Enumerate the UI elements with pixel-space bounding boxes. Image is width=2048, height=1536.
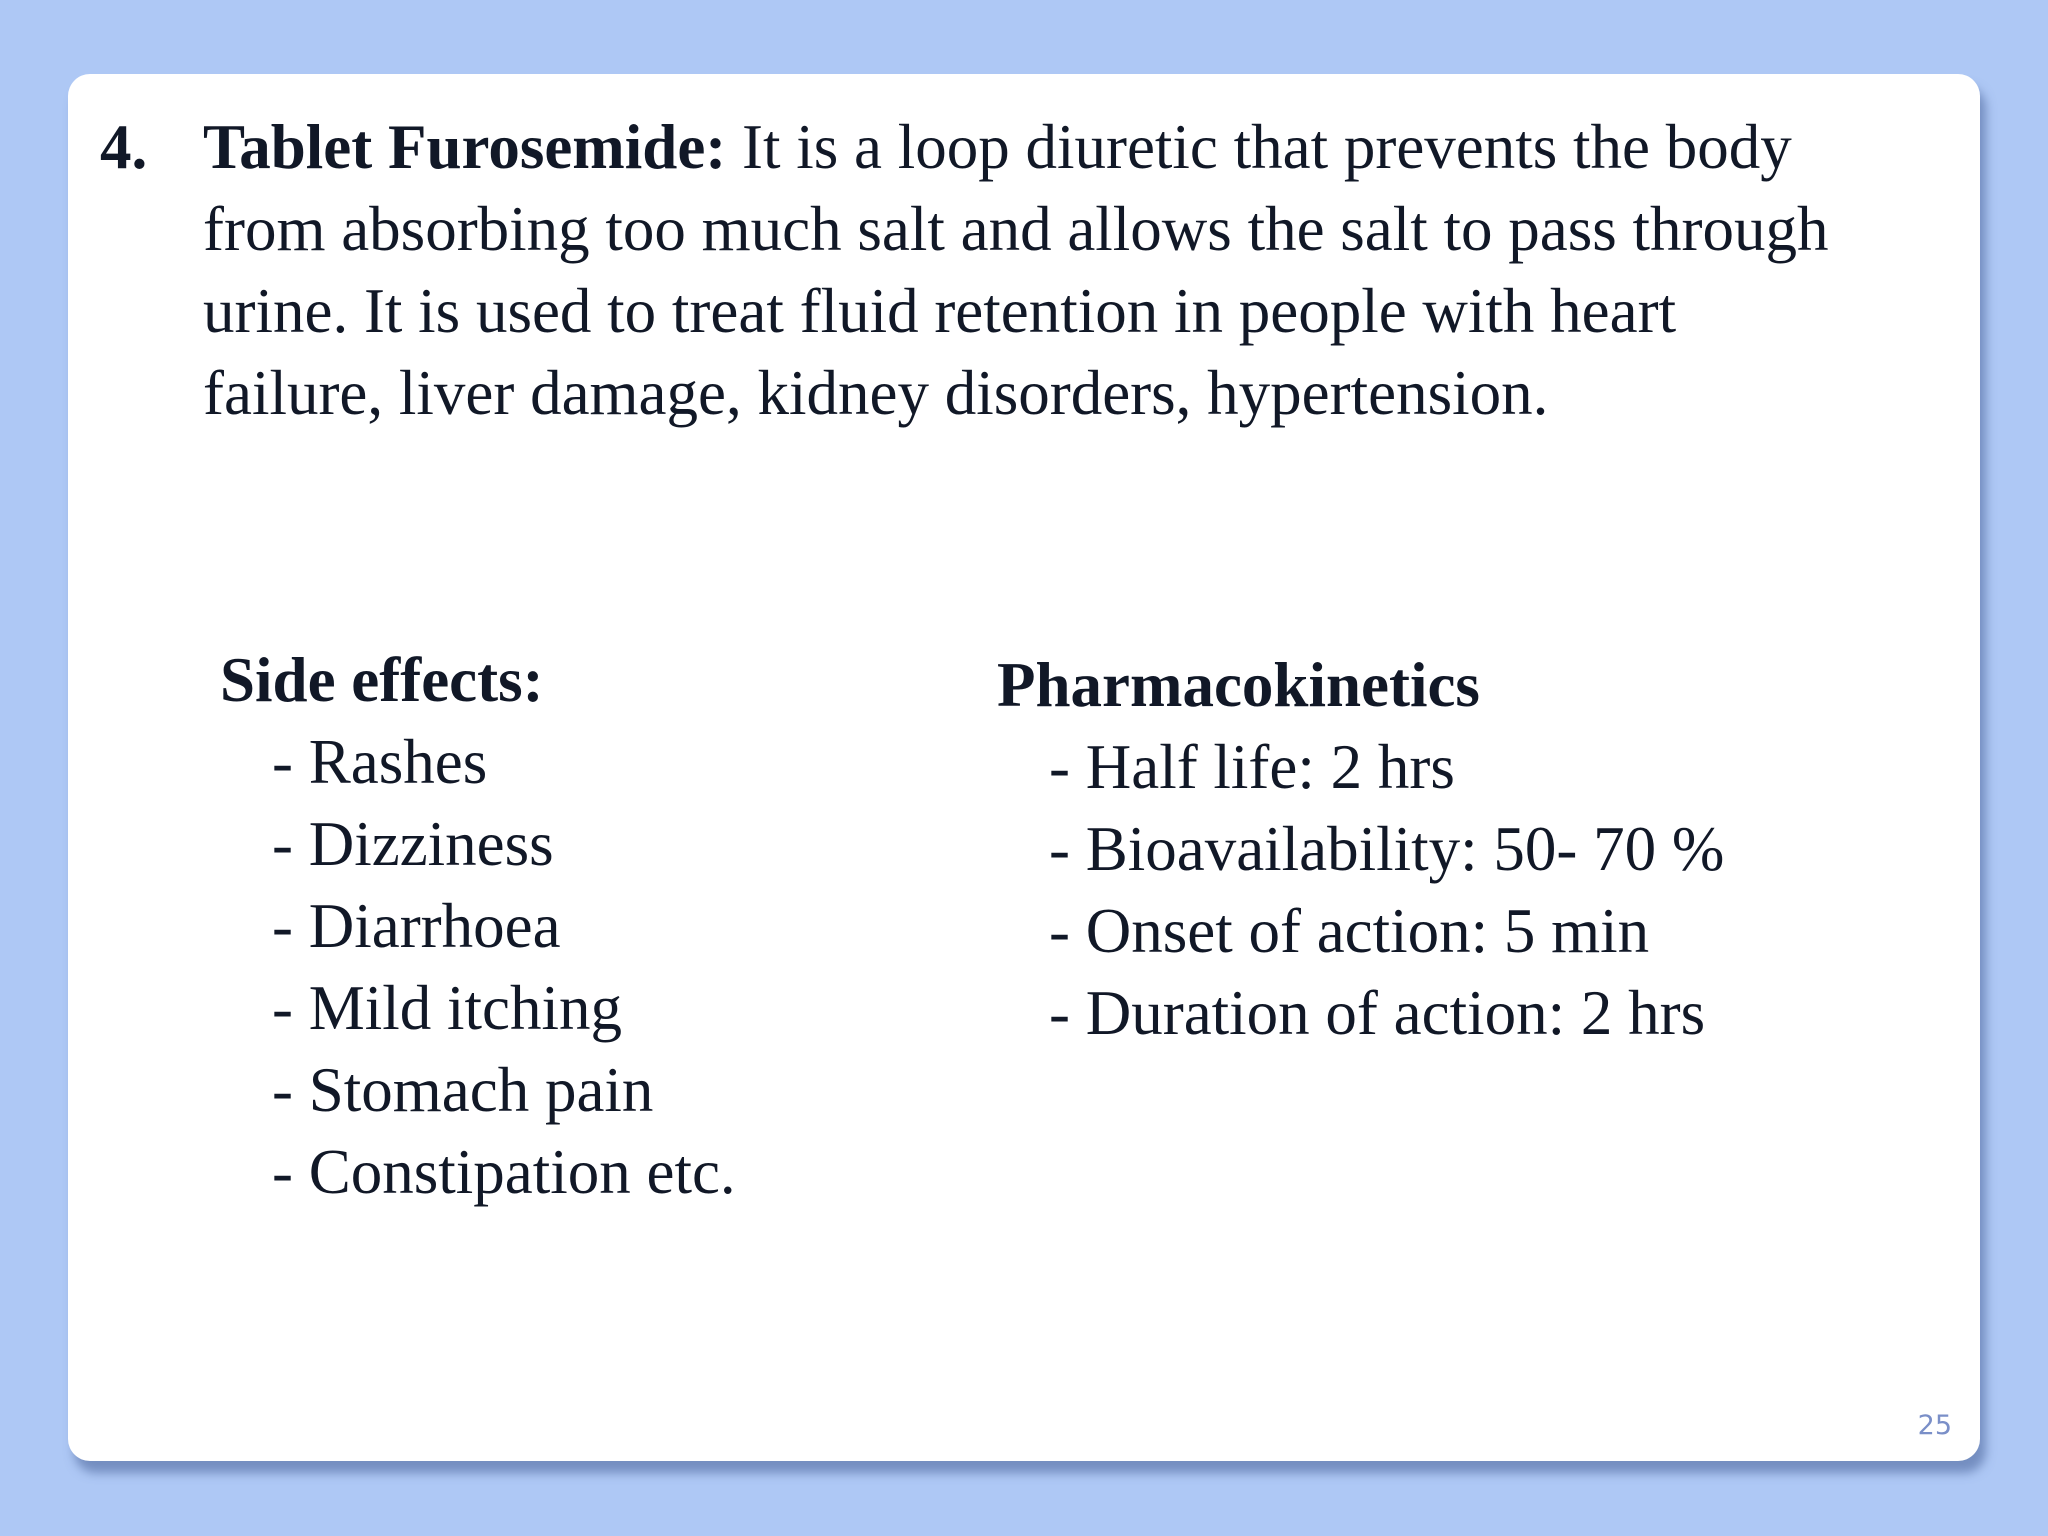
- list-item: - Stomach pain: [272, 1055, 654, 1125]
- item-number: 4.: [100, 112, 148, 182]
- list-item: - Constipation etc.: [272, 1137, 736, 1207]
- slide-card: [68, 74, 1980, 1461]
- pharmacokinetics-section: [997, 644, 1897, 1054]
- pharmacokinetics-heading: Pharmacokinetics: [997, 650, 1480, 720]
- pharmacokinetics-list: [997, 726, 1897, 1054]
- list-item: - Dizziness: [272, 809, 554, 879]
- side-effects-section: [220, 639, 920, 1213]
- drug-item: [100, 106, 1860, 434]
- item-body: [203, 106, 1860, 434]
- list-item: - Duration of action: 2 hrs: [1049, 978, 1706, 1048]
- side-effects-list: [220, 721, 920, 1213]
- slide-number: 25: [1917, 1410, 1952, 1441]
- list-item: - Half life: 2 hrs: [1049, 732, 1455, 802]
- list-item: - Mild itching: [272, 973, 622, 1043]
- list-item: - Diarrhoea: [272, 891, 561, 961]
- drug-description: It is a loop diuretic that prevents the body from absorbing too much salt and allows the salt to pass through urine. It is used to treat fluid retention in people with heart failure, liver damage, kidney disorders, hypertension.: [203, 112, 1829, 428]
- list-item: - Onset of action: 5 min: [1049, 896, 1650, 966]
- side-effects-heading: Side effects:: [220, 645, 544, 715]
- list-item: - Rashes: [272, 727, 488, 797]
- list-item: - Bioavailability: 50- 70 %: [1049, 814, 1725, 884]
- drug-title: Tablet Furosemide:: [203, 112, 727, 182]
